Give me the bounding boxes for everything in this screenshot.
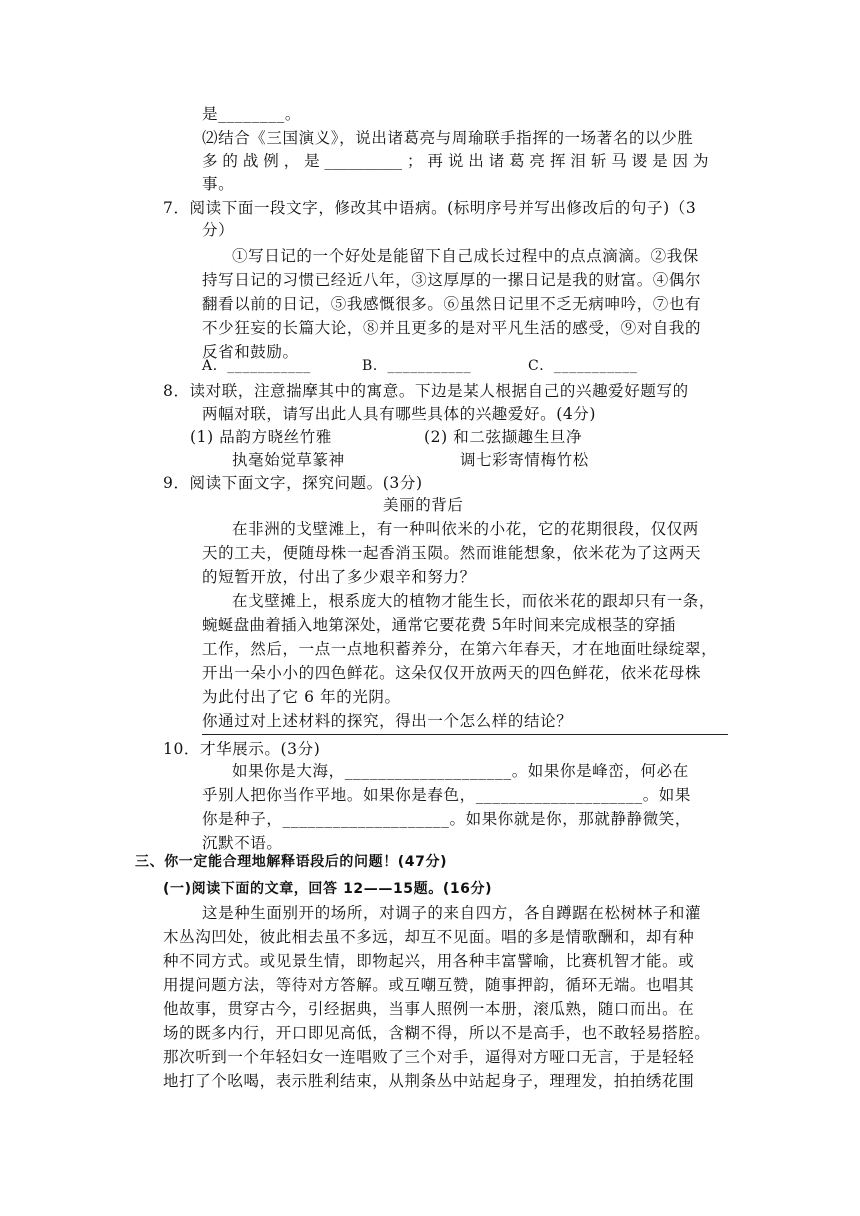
q9-passage-line: 的短暂开放，付出了多少艰辛和努力？ (202, 568, 476, 586)
q8-prompt-cont: 两幅对联，请写出此人具有哪些具体的兴趣爱好。(4分) (202, 405, 597, 423)
q9-question: 你通过对上述材料的探究，得出一个怎么样的结论？ (202, 712, 573, 730)
q8-couplet-1-lower: 执毫始觉草篆神 (232, 451, 345, 469)
section-3-subheading: (一)阅读下面的文章，回答 12——15题。(16分) (163, 881, 493, 897)
q9-passage-line: 在非洲的戈壁滩上，有一种叫依米的小花，它的花期很段，仅仅两 (232, 520, 699, 538)
q9-passage-line: 为此付出了它 6 年的光阴。 (202, 688, 401, 706)
q8-prompt: 8．读对联，注意揣摩其中的寓意。下边是某人根据自己的兴趣爱好题写的 (163, 382, 689, 400)
q7-passage-line: 不少狂妄的长篇大论，⑧并且更多的是对平凡生活的感受，⑨对自我的 (202, 319, 702, 337)
q10-passage-line: 你是种子，____________________。如果你就是你，那就静静微笑， (202, 810, 692, 828)
q9-passage-title: 美丽的背后 (383, 496, 464, 514)
q9-passage-line: 开出一朵小小的四色鲜花。这朵仅仅开放两天的四色鲜花，依米花母株 (202, 664, 702, 682)
q6-subquestion-2: ⑵结合《三国演义》，说出诸葛亮与周瑜联手指挥的一场著名的以少胜 (202, 129, 694, 147)
q7-passage-line: ①写日记的一个好处是能留下自己成长过程中的点点滴滴。②我保 (232, 247, 699, 265)
q7-prompt: 7．阅读下面一段文字，修改其中语病。(标明序号并写出修改后的句子)（3 (163, 199, 697, 217)
q8-couplet-2-lower: 调七彩寄情梅竹松 (460, 451, 589, 469)
q10-prompt: 10．才华展示。(3分) (163, 740, 321, 758)
q7-option-b[interactable]: B．___________ (362, 358, 472, 374)
section-3-heading: 三、你一定能合理地解释语段后的问题！(47分) (135, 854, 448, 870)
q7-prompt-cont: 分） (202, 221, 235, 239)
q9-passage-line: 天的工夫，便随母株一起香消玉陨。然而谁能想象，依米花为了这两天 (202, 544, 702, 562)
q7-passage-line: 持写日记的习惯已经近八年，③这厚厚的一摞日记是我的财富。④偶尔 (202, 271, 702, 289)
q7-passage-line: 翻看以前的日记，⑤我感慨很多。⑥虽然日记里不乏无病呻吟，⑦也有 (202, 295, 702, 313)
article-line: 地打了个吆喝，表示胜利结束，从荆条丛中站起身子，理理发，拍拍绣花围 (163, 1072, 695, 1090)
q6-subquestion-2-end: 事。 (202, 175, 235, 193)
article-line: 他故事，贯穿古今，引经据典，当事人照例一本册，滚瓜熟，随口而出。在 (163, 1000, 695, 1018)
q8-couplet-2-upper: (2) 和二弦撷趣生旦净 (424, 428, 583, 446)
article-line: 用提问题方法，等待对方答解。或互嘲互赞，随事押韵，循环无端。也唱其 (163, 976, 695, 994)
q9-passage-line: 蜿蜒盘曲着插入地第深处，通常它要花费 5年时间来完成根茎的穿插 (202, 616, 676, 634)
q10-passage-line: 如果你是大海，____________________。如果你是峰峦，何必在 (232, 762, 689, 780)
q7-option-a[interactable]: A．___________ (202, 358, 311, 374)
q10-passage-line: 沉默不语。 (202, 834, 283, 852)
q9-passage-line: 工作，然后，一点一点地积蓄养分，在第六年春天，才在地面吐绿绽翠， (202, 640, 718, 658)
article-line: 木丛沟凹处，彼此相去虽不多远，却互不见面。唱的多是情歌酬和，却有种 (163, 928, 695, 946)
article-line: 场的既多内行，开口即见高低，含糊不得，所以不是高手，也不敢轻易搭腔。 (163, 1024, 711, 1042)
article-line: 种不同方式。或见景生情，即物起兴，用各种丰富譬喻，比赛机智才能。或 (163, 952, 695, 970)
q9-prompt: 9．阅读下面文字，探究问题。(3分) (163, 474, 423, 492)
q9-answer-line[interactable] (202, 734, 728, 735)
q7-option-c[interactable]: C．___________ (528, 358, 638, 374)
q7-passage-line: 反省和鼓励。 (202, 343, 299, 361)
article-line: 那次听到一个年轻妇女一连唱败了三个对手，逼得对方哑口无言，于是轻轻 (163, 1048, 695, 1066)
q6-subquestion-2-cont: 多 的 战 例 ， 是 __________ ； 再 说 出 诸 葛 亮 挥 泪 斩 马 谡 是 因 为 (202, 152, 709, 170)
article-line: 这是种生面别开的场所，对调子的来自四方，各自蹲踞在松树林子和灌 (202, 904, 702, 922)
q6-answer-line-1: 是________。 (202, 105, 302, 123)
q9-passage-line: 在戈壁摊上，根系庞大的植物才能生长，而依米花的跟却只有一条， (232, 592, 716, 610)
q8-couplet-1-upper: (1) 品韵方晓丝竹雅 (190, 428, 332, 446)
q10-passage-line: 乎别人把你当作平地。如果你是春色，____________________。如果 (202, 786, 692, 804)
